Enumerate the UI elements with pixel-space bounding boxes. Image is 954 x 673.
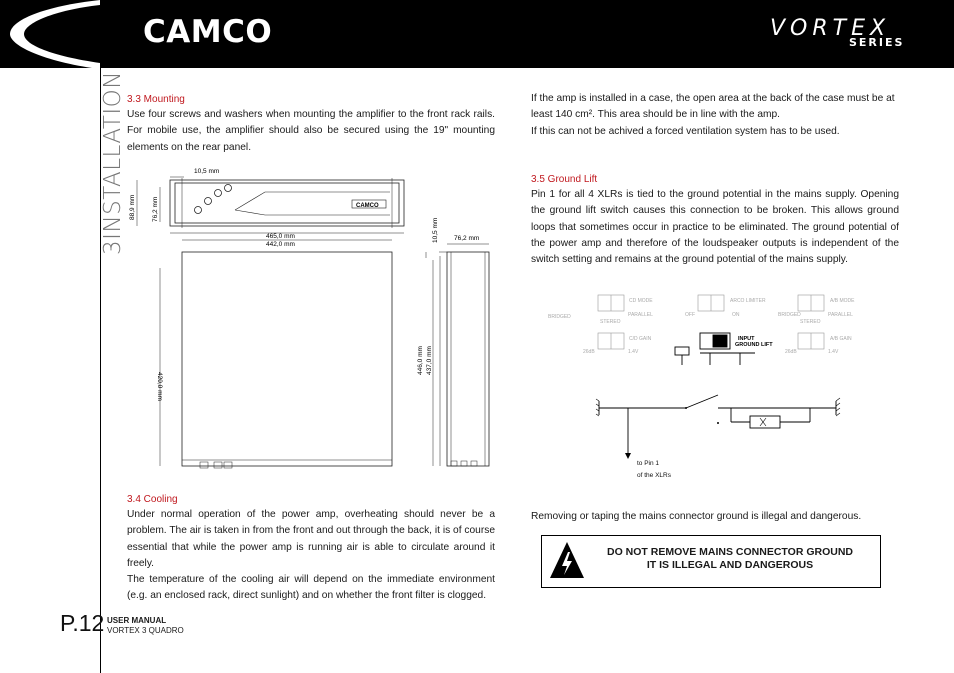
cooling-paragraph-2: The temperature of the cooling air will depend on the immediate environment (e.g. an enclosed rack, direct sunlight) and on whether the front filter is clogged. [127,574,495,602]
label-26db-1: 26dB [583,349,595,355]
label-14v-2: 1.4V [828,349,839,355]
label-parallel: PARALLEL [628,312,653,318]
label-parallel-2: PARALLEL [828,312,853,318]
case-text [531,91,899,140]
case-paragraph-1: If the amp is installed in a case, the open area at the back of the case must be at least 140 cm². This area should be in line with the amp. [531,93,895,121]
ground-lift-text [531,187,899,268]
to-pin-1-label: to Pin 1 [637,460,660,467]
label-input: INPUT [738,336,755,342]
dim-10-5-top: 10,5 mm [194,168,220,175]
removing-warning-text [531,509,899,525]
mounting-paragraph: Use four screws and washers when mounting the amplifier to the front rack rails. For mobile use, the amplifier should also be secured using the 19" mounting elements on the rear panel. [127,109,495,153]
dim-88-9: 88,9 mm [129,194,136,220]
label-ab-mode: A/B MODE [830,298,855,304]
label-on: ON [732,312,740,318]
rack-dimension-drawing [120,160,500,475]
cooling-paragraph-1: Under normal operation of the power amp, overheating should never be a problem. The air is taken in from the front and out through the back, it is of course essential that while the power amp is running air is able to circulate around it freely. [127,509,495,569]
of-the-xlrs-label: of the XLRs [637,472,671,479]
label-arco-limiter: ARCO LIMITER [730,298,766,304]
warning-line-1: DO NOT REMOVE MAINS CONNECTOR GROUND [607,546,853,558]
product-series: SERIES [849,36,905,49]
manual-label: USER MANUAL [107,616,167,625]
mounting-heading: 3.3 Mounting [127,94,185,105]
removing-paragraph: Removing or taping the mains connector ground is illegal and dangerous. [531,511,862,522]
label-off: OFF [685,312,695,318]
dim-442: 442,0 mm [266,241,295,248]
brand-logo: CAMCO [143,14,273,50]
cooling-text [127,507,495,605]
dim-437: 437,0 mm [426,346,433,375]
warning-line-2: IT IS ILLEGAL AND DANGEROUS [646,559,814,571]
manual-model: VORTEX 3 QUADRO [107,626,184,635]
header-bar [0,0,954,68]
label-14v-1: 1.4V [628,349,639,355]
section-title-vertical [72,71,126,255]
section-title-text: 3INSTALLATION [100,71,126,255]
label-26db-2: 26dB [785,349,797,355]
panel-logo: CAMCO [356,203,379,209]
dim-420: 420,0 mm [156,372,163,401]
warning-text [592,546,868,572]
ground-lift-paragraph: Pin 1 for all 4 XLRs is tied to the ground potential in the mains supply. Opening the ground lift switch causes this connection to be broken. This allows ground loops that sometimes occur in practice to be eliminated. The ground potential of the power amp and therefore of the loudspeaker outputs is independent of the switch setting and remains at the ground potential of the mains supply. [531,189,899,266]
label-bridged-2: BRIDGED [778,312,801,318]
mounting-text [127,107,495,156]
label-ground-lift: GROUND LIFT [735,342,773,348]
label-bridged-1: BRIDGED [548,314,571,320]
product-name: VORTEX [770,16,891,41]
label-cd-gain: C/D GAIN [629,336,652,342]
label-stereo-2: STEREO [800,319,821,325]
brand-swoosh-graphic [0,0,110,68]
label-cd-mode: CD MODE [629,298,653,304]
ground-lift-schematic [590,385,860,485]
dim-76-2-front: 76,2 mm [152,196,159,222]
label-stereo-1: STEREO [600,319,621,325]
ground-lift-heading: 3.5 Ground Lift [531,174,598,185]
label-ab-gain: A/B GAIN [830,336,852,342]
dim-10-5-side: 10,5 mm [432,217,439,243]
case-paragraph-2: If this can not be achived a forced ventilation system has to be used. [531,125,840,137]
dim-446: 446,0 mm [417,346,424,375]
switch-panel-diagram [545,285,875,380]
dim-465: 465,0 mm [266,233,295,240]
dim-76-2-side: 76,2 mm [454,235,480,242]
cooling-heading: 3.4 Cooling [127,494,178,505]
high-voltage-warning-icon [548,540,586,580]
page-number: P.12 [60,610,105,636]
